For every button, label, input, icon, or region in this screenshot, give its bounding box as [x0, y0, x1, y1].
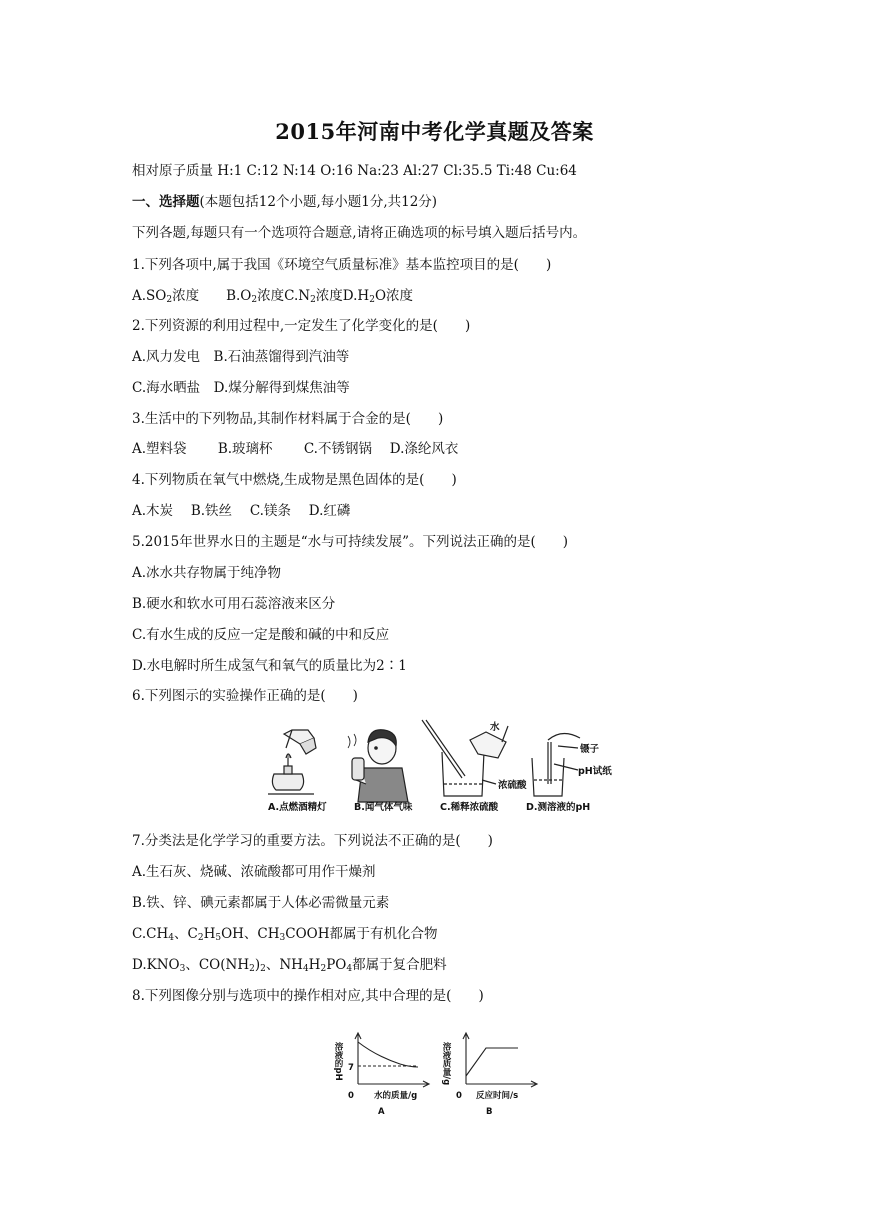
label-ph-paper: pH试纸 — [578, 766, 612, 777]
alcohol-lamp-illustration — [268, 730, 316, 794]
section-1-note: (本题包括12个小题,每小题1分,共12分) — [199, 194, 438, 210]
q8-graph-a — [333, 1030, 436, 1120]
q6-stem: 6.下列图示的实验操作正确的是( ) — [132, 688, 358, 704]
q7-option-d: $D.KNO_3$、$CO(NH_2)_2$、$NH_4H_2PO_4$都属于复合肥料 — [132, 957, 447, 974]
q7-option-c: $C.CH_4$、$C_2H_5OH$、$CH_3COOH$都属于有机化合物 — [132, 926, 438, 943]
q6-lab-figure — [262, 718, 612, 818]
graph-a-origin: 0 — [348, 1091, 354, 1101]
q7-option-b: B.铁、锌、碘元素都属于人体必需微量元素 — [132, 895, 390, 911]
q5-option-a: A.冰水共存物属于纯净物 — [132, 565, 282, 581]
atomic-masses: 相对原子质量 H:1 C:12 N:14 O:16 Na:23 Al:27 Cl:35.5 Ti:48 Cu:64 — [132, 163, 577, 179]
caption-b: B.闻气体气味 — [354, 802, 413, 813]
q8-stem: 8.下列图像分别与选项中的操作相对应,其中合理的是( ) — [132, 988, 484, 1004]
q7-stem: 7.分类法是化学学习的重要方法。下列说法不正确的是( ) — [132, 833, 493, 849]
q5-option-d: D.水电解时所生成氢气和氧气的质量比为2∶1 — [132, 658, 407, 674]
section-1-instruction: 下列各题,每题只有一个选项符合题意,请将正确选项的标号填入题后括号内。 — [132, 225, 587, 241]
graph-a-ylabel: 溶液的pH — [333, 1042, 343, 1081]
q2-stem: 2.下列资源的利用过程中,一定发生了化学变化的是( ) — [132, 318, 471, 334]
q1-options: $A.SO_2$浓度 $B.O_2$浓度$C.N_2$浓度$D.H_2O$浓度 — [132, 288, 414, 305]
q7-option-a: A.生石灰、烧碱、浓硫酸都可用作干燥剂 — [132, 864, 376, 880]
smelling-person-illustration — [348, 730, 408, 802]
label-acid: 浓硫酸 — [498, 780, 527, 791]
graph-b-caption: B — [486, 1107, 493, 1117]
q8-graph-b — [441, 1030, 544, 1120]
q4-options: A.木炭 B.铁丝 C.镁条 D.红磷 — [132, 503, 351, 519]
q3-stem: 3.生活中的下列物品,其制作材料属于合金的是( ) — [132, 411, 444, 427]
graph-a-caption: A — [378, 1107, 385, 1117]
graph-b-ylabel: 溶液质量/g — [441, 1042, 451, 1086]
q2-options-cd: C.海水晒盐 D.煤分解得到煤焦油等 — [132, 380, 350, 396]
q5-option-b: B.硬水和软水可用石蕊溶液来区分 — [132, 596, 336, 612]
section-1-header — [132, 193, 437, 211]
q4-stem: 4.下列物质在氧气中燃烧,生成物是黑色固体的是( ) — [132, 472, 457, 488]
label-water: 水 — [490, 722, 500, 733]
q5-option-c: C.有水生成的反应一定是酸和碱的中和反应 — [132, 627, 390, 643]
q2-options-ab: A.风力发电 B.石油蒸馏得到汽油等 — [132, 349, 350, 365]
caption-c: C.稀释浓硫酸 — [440, 802, 499, 813]
section-1-heading: 一、选择题 — [132, 194, 200, 210]
graph-b-xlabel: 反应时间/s — [476, 1091, 519, 1101]
page-title: 2015年河南中考化学真题及答案 — [275, 119, 594, 144]
caption-d: D.测溶液的pH — [526, 802, 591, 813]
label-tweezers: 镊子 — [580, 744, 600, 755]
graph-a-xlabel: 水的质量/g — [374, 1091, 418, 1101]
graph-b-origin: 0 — [456, 1091, 462, 1101]
caption-a: A.点燃酒精灯 — [268, 802, 327, 813]
q5-stem: 5.2015年世界水日的主题是“水与可持续发展”。下列说法正确的是( ) — [132, 534, 569, 550]
graph-a-seven: 7 — [348, 1063, 354, 1073]
q3-options: A.塑料袋 B.玻璃杯 C.不锈钢锅 D.涤纶风衣 — [132, 441, 459, 457]
ph-test-illustration — [532, 733, 580, 796]
q1-stem: 1.下列各项中,属于我国《环境空气质量标准》基本监控项目的是( ) — [132, 257, 552, 273]
